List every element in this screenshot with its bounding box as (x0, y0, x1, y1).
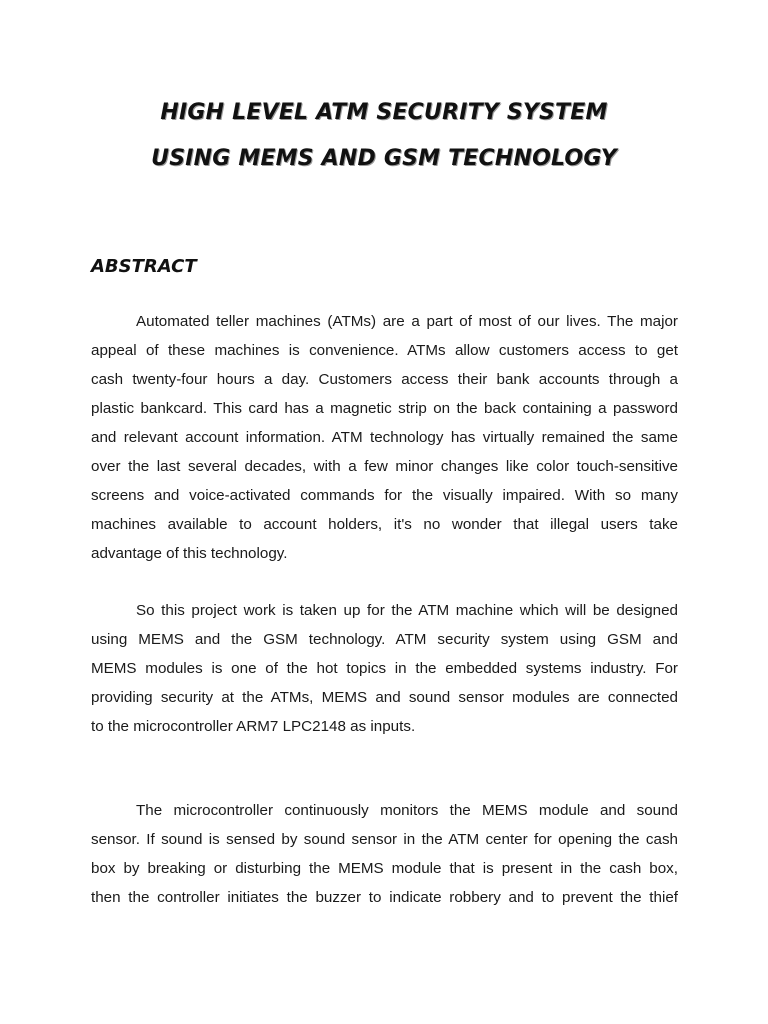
abstract-paragraph-2 (91, 596, 678, 741)
paragraph-line: plastic bankcard. This card has a magnetic strip on the back containing a password (91, 400, 678, 417)
paragraph-line: Automated teller machines (ATMs) are a part of most of our lives. The major (136, 313, 678, 330)
paragraph-line: box by breaking or disturbing the MEMS module that is present in the cash box, (91, 860, 678, 877)
paragraph-line: The microcontroller continuously monitors the MEMS module and sound (136, 802, 678, 819)
paragraph-line: sensor. If sound is sensed by sound sensor in the ATM center for opening the cash (91, 831, 678, 848)
abstract-paragraph-1 (91, 307, 678, 568)
paragraph-line: and relevant account information. ATM technology has virtually remained the same (91, 429, 678, 446)
paragraph-line: then the controller initiates the buzzer to indicate robbery and to prevent the thief (91, 889, 678, 906)
paragraph-line: MEMS modules is one of the hot topics in the embedded systems industry. For (91, 660, 678, 677)
abstract-heading: ABSTRACT (91, 256, 197, 277)
document-title-line-1: HIGH LEVEL ATM SECURITY SYSTEM (160, 100, 608, 125)
paragraph-line: So this project work is taken up for the ATM machine which will be designed (136, 602, 678, 619)
paragraph-line: cash twenty-four hours a day. Customers access their bank accounts through a (91, 371, 678, 388)
paragraph-line: screens and voice-activated commands for the visually impaired. With so many (91, 487, 678, 504)
paragraph-line: providing security at the ATMs, MEMS and sound sensor modules are connected (91, 689, 678, 706)
abstract-paragraph-3 (91, 796, 678, 912)
paragraph-line: to the microcontroller ARM7 LPC2148 as inputs. (91, 718, 416, 735)
paragraph-line: machines available to account holders, it's no wonder that illegal users take (91, 516, 678, 533)
paragraph-line: appeal of these machines is convenience. ATMs allow customers access to get (91, 342, 678, 359)
paragraph-line: advantage of this technology. (91, 545, 288, 562)
paragraph-line: over the last several decades, with a few minor changes like color touch-sensitive (91, 458, 678, 475)
paragraph-line: using MEMS and the GSM technology. ATM security system using GSM and (91, 631, 678, 648)
document-title-line-2: USING MEMS AND GSM TECHNOLOGY (151, 146, 617, 171)
